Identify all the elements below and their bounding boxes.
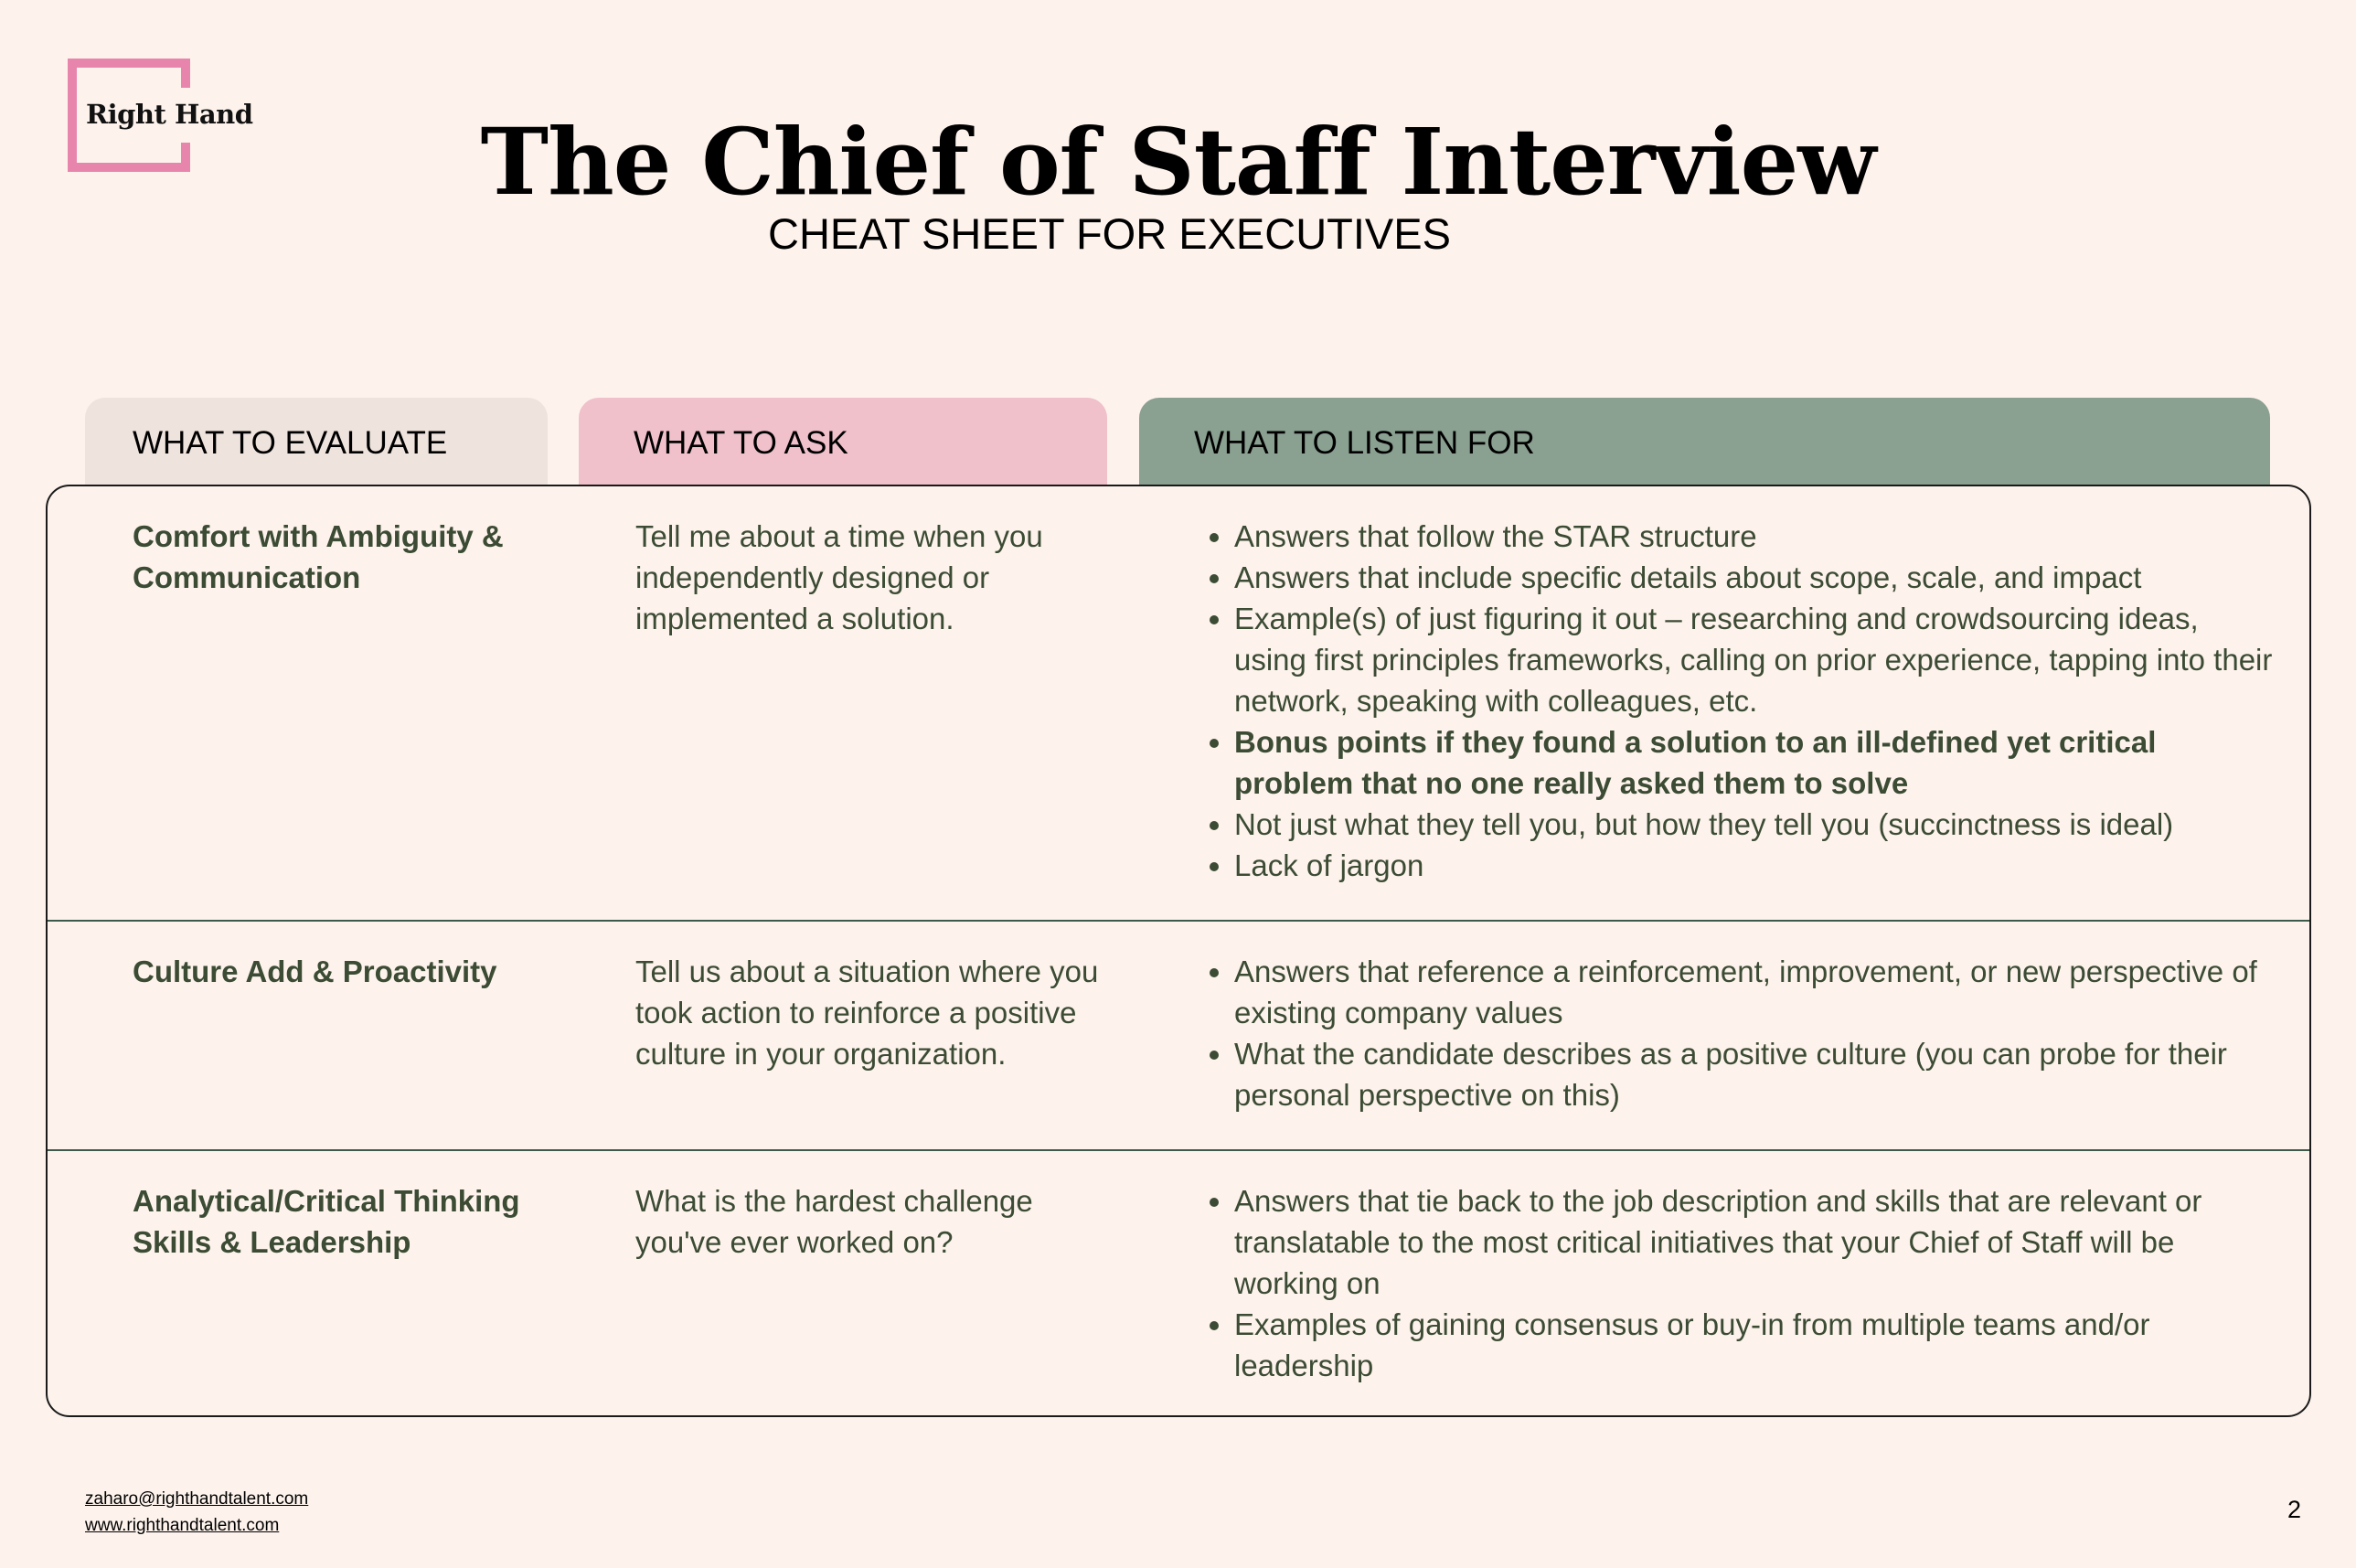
list-item: • Answers that include specific details about scope, scale, and impact bbox=[1234, 557, 2278, 598]
list-item: • Answers that reference a reinforcement, improvement, or new perspective of existing company values bbox=[1234, 951, 2278, 1033]
ask-cell: Tell us about a situation where you took action to reinforce a positive culture in your organization. bbox=[635, 955, 1099, 1071]
logo-text: Right Hand bbox=[86, 99, 253, 130]
listen-list bbox=[1199, 1180, 2278, 1386]
table-row bbox=[48, 1151, 2309, 1416]
ask-cell: What is the hardest challenge you've ever worked on? bbox=[635, 1184, 1033, 1259]
email-link[interactable]: zaharo@righthandtalent.com bbox=[85, 1489, 309, 1509]
evaluate-cell: Analytical/Critical Thinking Skills & Leadership bbox=[133, 1184, 520, 1259]
cheat-sheet-table bbox=[46, 485, 2311, 1417]
page-subtitle: CHEAT SHEET FOR EXECUTIVES bbox=[768, 209, 1451, 258]
column-header-evaluate: WHAT TO EVALUATE bbox=[85, 398, 548, 485]
footer-contact bbox=[85, 1486, 308, 1539]
ask-cell: Tell me about a time when you independently designed or implemented a solution. bbox=[635, 519, 1043, 635]
listen-cell bbox=[1199, 516, 2278, 886]
column-header-ask: WHAT TO ASK bbox=[579, 398, 1107, 485]
listen-list bbox=[1199, 516, 2278, 886]
page-title: The Chief of Staff Interview bbox=[480, 108, 1876, 216]
evaluate-cell: Culture Add & Proactivity bbox=[133, 955, 497, 988]
list-item: • Bonus points if they found a solution to an ill-defined yet critical problem that no one really asked them to solve bbox=[1234, 721, 2278, 804]
list-item: • Example(s) of just figuring it out – researching and crowdsourcing ideas, using first principles frameworks, calling on prior experience, tapping into their network, speaking with colleagues, etc. bbox=[1234, 598, 2278, 721]
listen-cell bbox=[1199, 951, 2278, 1115]
list-item: • Answers that follow the STAR structure bbox=[1234, 516, 2278, 557]
list-item: • Not just what they tell you, but how they tell you (succinctness is ideal) bbox=[1234, 804, 2278, 845]
listen-list bbox=[1199, 951, 2278, 1115]
evaluate-cell: Comfort with Ambiguity & Communication bbox=[133, 519, 504, 594]
list-item: • Answers that tie back to the job description and skills that are relevant or translatable to the most critical initiatives that your Chief of Staff will be working on bbox=[1234, 1180, 2278, 1304]
website-link[interactable]: www.righthandtalent.com bbox=[85, 1516, 280, 1535]
table-row bbox=[48, 922, 2309, 1151]
page-number: 2 bbox=[2287, 1496, 2301, 1523]
list-item: • Lack of jargon bbox=[1234, 845, 2278, 886]
column-header-listen: WHAT TO LISTEN FOR bbox=[1139, 398, 2270, 485]
list-item: • Examples of gaining consensus or buy-in from multiple teams and/or leadership bbox=[1234, 1304, 2278, 1386]
list-item: • What the candidate describes as a positive culture (you can probe for their personal perspective on this) bbox=[1234, 1033, 2278, 1115]
table-row bbox=[48, 486, 2309, 922]
listen-cell bbox=[1199, 1180, 2278, 1386]
